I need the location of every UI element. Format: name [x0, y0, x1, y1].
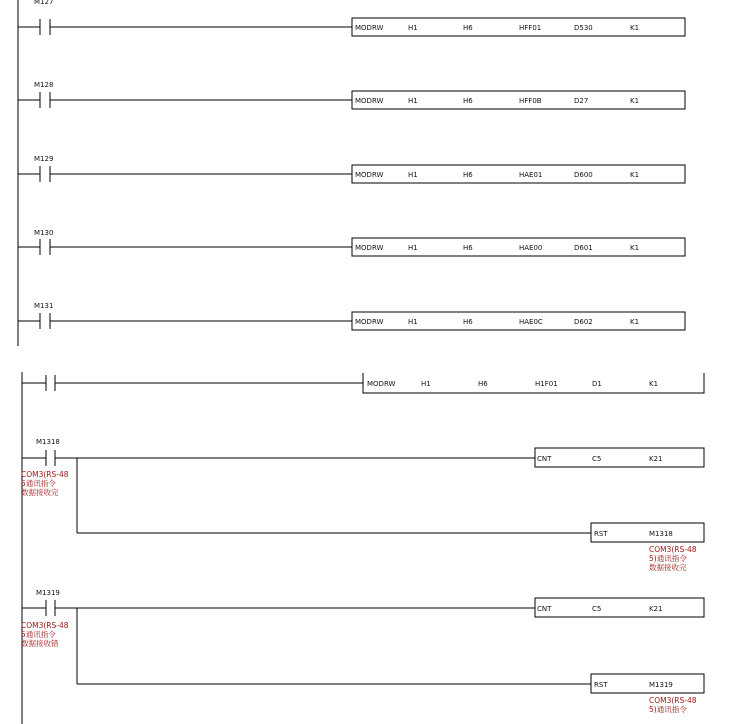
- instruction-name: MODRW: [355, 24, 384, 32]
- operand-1: H1: [421, 380, 431, 388]
- operand-4: D600: [574, 171, 593, 179]
- operand-1: H1: [408, 171, 418, 179]
- cnt-instruction-box[interactable]: [535, 448, 704, 467]
- contact-comment: COM3(RS-48: [21, 470, 69, 479]
- rung-m129[interactable]: [18, 155, 685, 183]
- instruction-name: MODRW: [367, 380, 396, 388]
- operand-4: D530: [574, 24, 593, 32]
- rst-instruction-box[interactable]: [591, 674, 704, 693]
- contact-comment: 数据接收完: [21, 488, 59, 497]
- rung-m1319[interactable]: [21, 589, 704, 714]
- operand-5: K1: [630, 244, 640, 252]
- operand-1: H1: [408, 318, 418, 326]
- operand-5: K1: [630, 318, 640, 326]
- operand-1: H1: [408, 244, 418, 252]
- operand-2: K21: [649, 605, 663, 613]
- operand-4: D602: [574, 318, 593, 326]
- operand-4: D1: [592, 380, 602, 388]
- cnt-instruction-box[interactable]: [535, 598, 704, 617]
- operand-3: HAE00: [519, 244, 543, 252]
- operand-1: C5: [592, 605, 602, 613]
- rst-instruction-box[interactable]: [591, 523, 704, 542]
- rung-m128[interactable]: [18, 81, 685, 109]
- operand-3: HAE0C: [519, 318, 543, 326]
- operand-3: HFF0B: [519, 97, 542, 105]
- operand-2: H6: [463, 97, 473, 105]
- instruction-name: RST: [594, 681, 608, 689]
- instruction-name: CNT: [537, 605, 552, 613]
- operand-3: HFF01: [519, 24, 542, 32]
- operand-1: H1: [408, 24, 418, 32]
- instruction-name: MODRW: [355, 171, 384, 179]
- operand-3: H1F01: [535, 380, 558, 388]
- operand-2: H6: [478, 380, 488, 388]
- contact-label: M128: [34, 81, 54, 89]
- operand-5: K1: [630, 97, 640, 105]
- contact-label: M130: [34, 229, 54, 237]
- operand-1: M1319: [649, 681, 673, 689]
- operand-2: H6: [463, 318, 473, 326]
- contact-label: M1318: [36, 438, 60, 446]
- rst-comment: 数据接收完: [649, 563, 687, 572]
- contact-comment: 5通讯指令: [21, 479, 56, 488]
- operand-2: K21: [649, 455, 663, 463]
- operand-5: K1: [630, 24, 640, 32]
- contact-label: M127: [34, 0, 54, 6]
- operand-4: D601: [574, 244, 593, 252]
- instruction-name: CNT: [537, 455, 552, 463]
- contact-comment: 5通讯指令: [21, 630, 56, 639]
- rst-comment: COM3(RS-48: [649, 545, 697, 554]
- rst-comment: 5)通讯指令: [649, 554, 687, 563]
- operand-2: H6: [463, 171, 473, 179]
- contact-comment: COM3(RS-48: [21, 621, 69, 630]
- contact-label: M131: [34, 302, 54, 310]
- operand-1: C5: [592, 455, 602, 463]
- operand-1: H1: [408, 97, 418, 105]
- operand-5: K1: [630, 171, 640, 179]
- operand-4: D27: [574, 97, 589, 105]
- rung-m127[interactable]: [18, 0, 685, 36]
- rst-comment: 5)通讯指令: [649, 705, 687, 714]
- contact-comment: 数据接收错: [21, 639, 59, 648]
- instruction-name: MODRW: [355, 244, 384, 252]
- operand-1: M1318: [649, 530, 673, 538]
- rst-comment: COM3(RS-48: [649, 696, 697, 705]
- rung-m131[interactable]: [18, 302, 685, 330]
- operand-5: K1: [649, 380, 659, 388]
- instruction-name: MODRW: [355, 97, 384, 105]
- contact-label: M1319: [36, 589, 60, 597]
- rung-modrw-h1f01[interactable]: [22, 373, 704, 393]
- rung-m130[interactable]: [18, 229, 685, 256]
- contact-label: M129: [34, 155, 54, 163]
- operand-2: H6: [463, 244, 473, 252]
- operand-3: HAE01: [519, 171, 543, 179]
- rung-m1318[interactable]: [21, 438, 704, 572]
- instruction-name: MODRW: [355, 318, 384, 326]
- operand-2: H6: [463, 24, 473, 32]
- instruction-name: RST: [594, 530, 608, 538]
